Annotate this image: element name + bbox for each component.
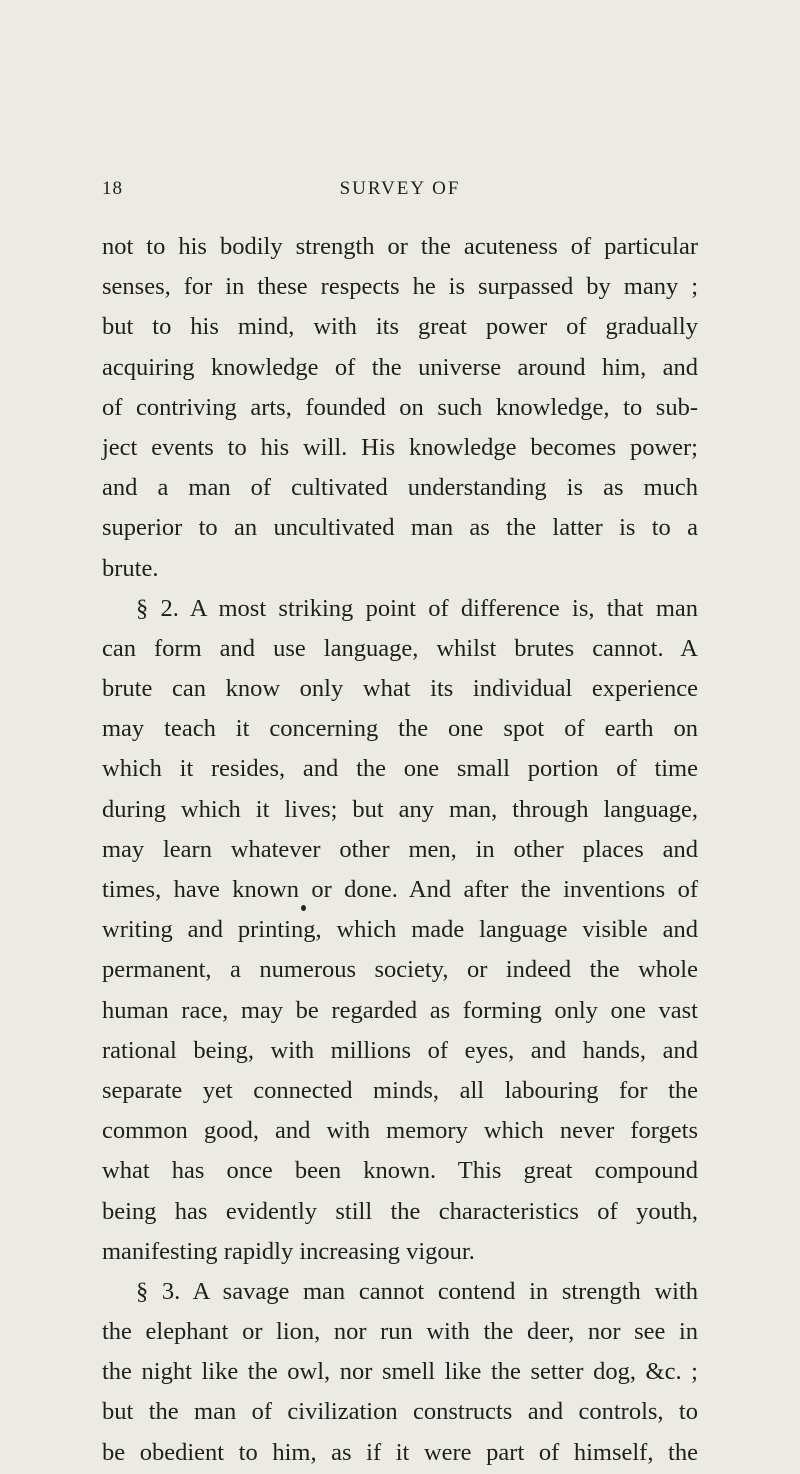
text-line: § 3. A savage man cannot contend in strength with — [136, 1277, 698, 1305]
text-line: brute. — [102, 554, 159, 582]
text-line: acquiring knowledge of the universe around him, and — [102, 353, 698, 381]
text-line: but to his mind, with its great power of gradually — [102, 313, 698, 341]
text-line: rational being, with millions of eyes, and hands, and — [102, 1036, 698, 1064]
text-line: manifesting rapidly increasing vigour. — [102, 1237, 475, 1265]
text-line: brute can know only what its individual experience — [102, 675, 698, 703]
text-line: ject events to his will. His knowledge becomes power; — [102, 433, 698, 461]
text-line: separate yet connected minds, all labouring for the — [102, 1076, 698, 1104]
text-line: superior to an uncultivated man as the latter is to a — [102, 514, 698, 542]
text-line: may teach it concerning the one spot of earth on — [102, 715, 698, 743]
text-line: be obedient to him, as if it were part of himself, the — [102, 1438, 698, 1466]
ink-speck — [301, 905, 306, 911]
text-line: which it resides, and the one small portion of time — [102, 755, 698, 783]
text-line: but the man of civilization constructs and controls, to — [102, 1398, 698, 1426]
text-line: common good, and with memory which never forgets — [102, 1117, 698, 1145]
text-line: the night like the owl, nor smell like the setter dog, &c. ; — [102, 1358, 698, 1386]
text-line: senses, for in these respects he is surpassed by many ; — [102, 273, 698, 301]
text-line: permanent, a numerous society, or indeed the whole — [102, 956, 698, 984]
text-line: of contriving arts, founded on such knowledge, to sub- — [102, 393, 698, 421]
text-line: may learn whatever other men, in other places and — [102, 835, 698, 863]
page-number: 18 — [102, 178, 123, 199]
text-line: being has evidently still the characteristics of youth, — [102, 1197, 698, 1225]
text-line: not to his bodily strength or the acuteness of particular — [102, 233, 698, 260]
text-line: and a man of cultivated understanding is as much — [102, 474, 698, 502]
text-line: during which it lives; but any man, through language, — [102, 795, 698, 823]
text-line: what has once been known. This great compound — [102, 1157, 698, 1185]
text-line: human race, may be regarded as forming only one vast — [102, 996, 698, 1024]
text-line: writing and printing, which made language visible and — [102, 916, 698, 944]
body-text — [102, 227, 698, 1473]
text-line: can form and use language, whilst brutes cannot. A — [102, 634, 698, 662]
running-head: SURVEY OF — [339, 178, 461, 199]
text-line: § 2. A most striking point of difference is, that man — [136, 594, 698, 622]
text-line: the elephant or lion, nor run with the deer, nor see in — [102, 1318, 698, 1346]
text-line: times, have known or done. And after the inventions of — [102, 876, 698, 903]
